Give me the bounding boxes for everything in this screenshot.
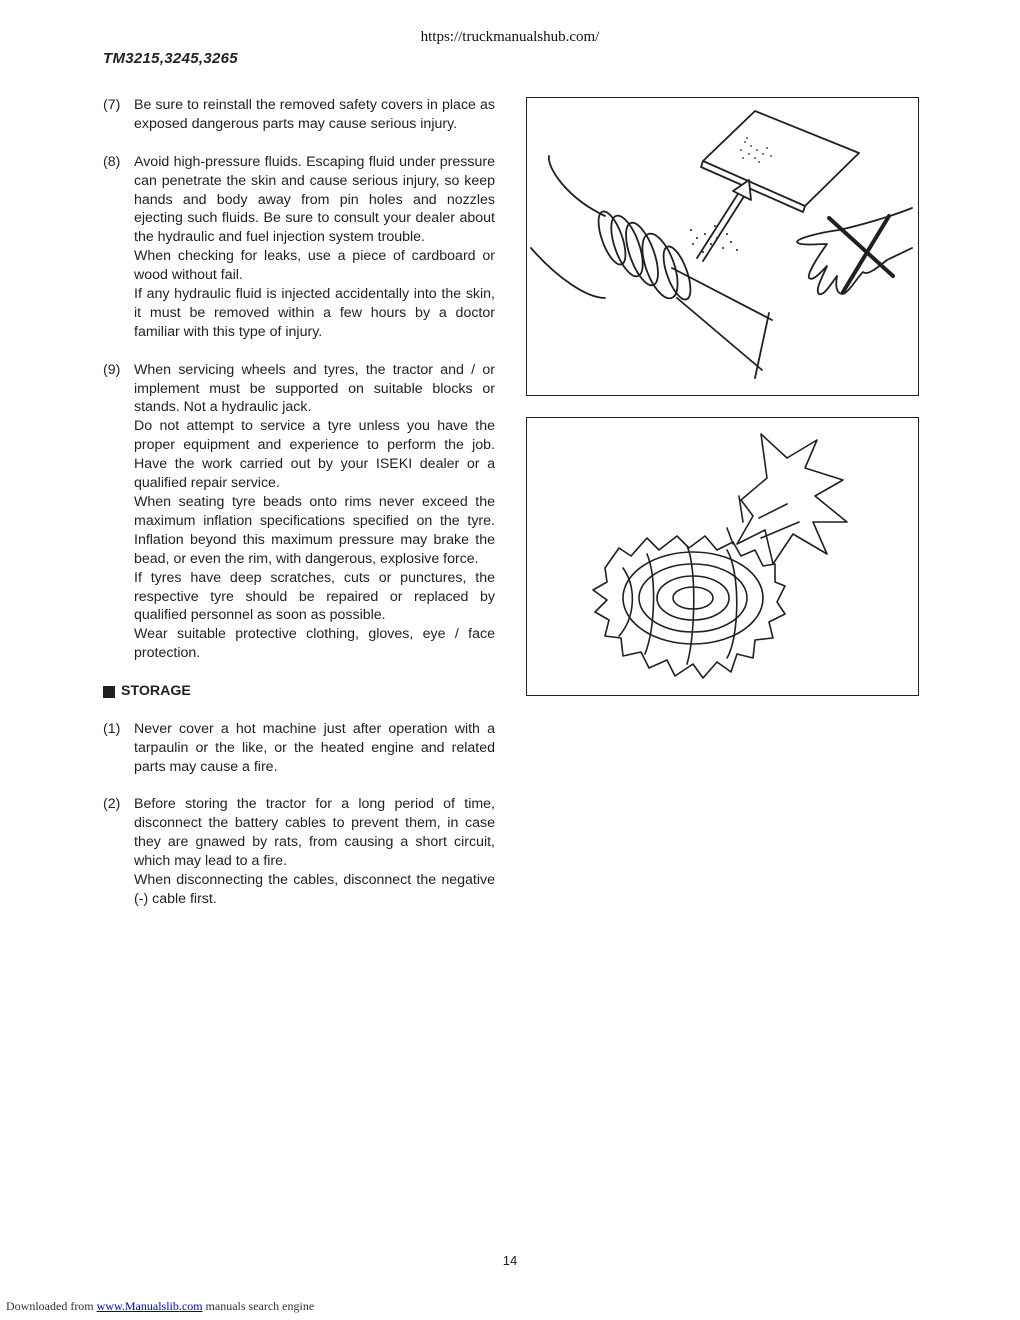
item-paragraph: When disconnecting the cables, disconnect the negative (-) cable first. (134, 872, 495, 907)
item-paragraph: Wear suitable protective clothing, gloves, eye / face protection. (134, 626, 495, 662)
item-number: (9) (103, 361, 121, 378)
item-paragraph: Never cover a hot machine just after operation with a tarpaulin or the like, or the heated engine and related parts may cause a fire. (134, 720, 495, 775)
footer-suffix: manuals search engine (205, 1299, 315, 1313)
numbered-item (103, 795, 495, 908)
items-storage-list (103, 720, 495, 909)
section-storage-title: STORAGE (121, 683, 191, 700)
tyre-explosion-illustration (527, 418, 918, 695)
section-storage (103, 682, 495, 701)
item-paragraph: Do not attempt to service a tyre unless you have the proper equipment and experience to perform the job. Have the work carried out by your ISEKI dealer or a qualified repair service. (134, 418, 495, 492)
item-number: (7) (103, 97, 121, 113)
item-paragraph: Before storing the tractor for a long period of time, disconnect the battery cables to prevent them, in case they are gnawed by rats, from causing a short circuit, which may lead to a fire. (134, 796, 495, 870)
numbered-item (103, 720, 495, 777)
items-top-list (103, 96, 495, 663)
model-title: TM3215,3245,3265 (103, 50, 238, 67)
item-number: (2) (103, 796, 121, 813)
footer-prefix: Downloaded from (6, 1299, 94, 1313)
footer (6, 1299, 314, 1314)
source-url: https://truckmanualshub.com/ (420, 29, 600, 45)
page-number: 14 (502, 1253, 518, 1268)
item-paragraph: If any hydraulic fluid is injected accidentally into the skin, it must be removed within a few hours by a doctor familiar with this type of injury. (134, 286, 495, 340)
hydraulic-leak-illustration (527, 98, 918, 395)
item-paragraph: When checking for leaks, use a piece of cardboard or wood without fail. (134, 248, 495, 284)
numbered-item (103, 361, 495, 664)
item-number: (1) (103, 720, 121, 737)
manualslib-link[interactable]: www.Manualslib.com (96, 1299, 203, 1313)
text-column (103, 96, 495, 909)
figure-hydraulic-leak (526, 97, 919, 396)
numbered-item (103, 96, 495, 134)
item-paragraph: Avoid high-pressure fluids. Escaping fluid under pressure can penetrate the skin and cause serious injury, so keep hands and body away from pin holes and nozzles ejecting such fluids. Be sure to consult your dealer about the hydraulic and fuel injection system trouble. (134, 153, 495, 246)
numbered-item (103, 153, 495, 342)
figure-tyre-explosion (526, 417, 919, 696)
item-paragraph: When seating tyre beads onto rims never exceed the maximum inflation specifications specified on the tyre. Inflation beyond this maximum pressure may brake the bead, or even the rim, with dangerous, explosive force. (134, 494, 495, 567)
item-paragraph: Be sure to reinstall the removed safety covers in place as exposed dangerous parts may cause serious injury. (134, 97, 495, 132)
item-paragraph: If tyres have deep scratches, cuts or punctures, the respective tyre should be repaired or replaced by qualified personnel as soon as possible. (134, 569, 495, 624)
item-paragraph: When servicing wheels and tyres, the tractor and / or implement must be supported on suitable blocks or stands. Not a hydraulic jack. (134, 361, 495, 416)
item-number: (8) (103, 153, 121, 170)
square-bullet-icon (103, 686, 115, 698)
